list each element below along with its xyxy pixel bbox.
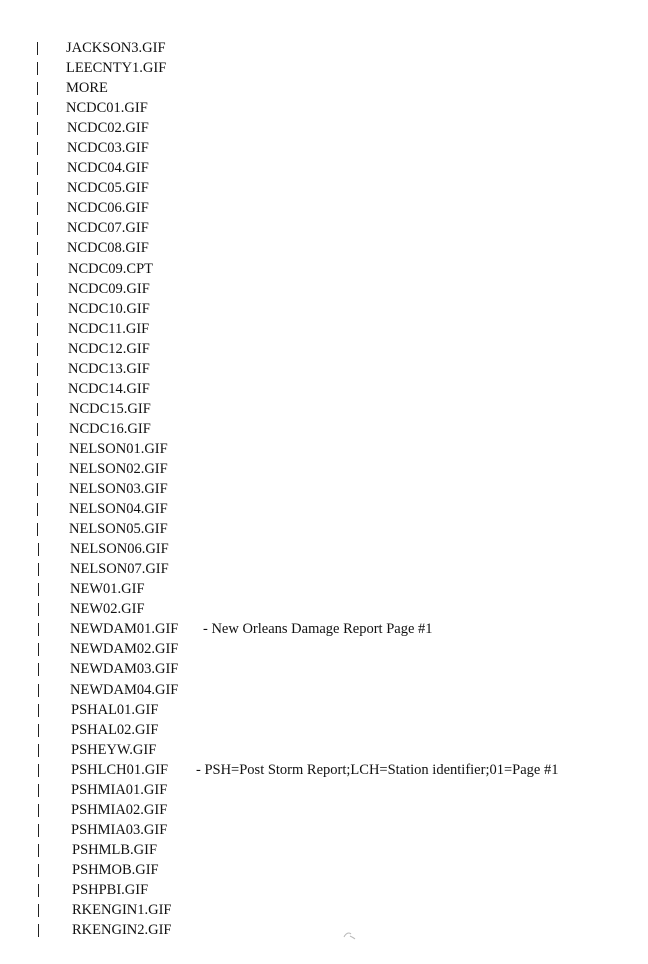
change-bar: [38, 724, 39, 737]
file-name: NCDC01.GIF: [66, 100, 148, 117]
listing-row: [0, 98, 648, 118]
change-bar: [38, 583, 39, 596]
change-bar: [38, 684, 39, 697]
listing-row: [0, 720, 648, 740]
file-name: NEWDAM02.GIF: [70, 641, 179, 658]
listing-row: [0, 359, 648, 379]
file-name: NEW02.GIF: [70, 601, 145, 618]
file-name: NCDC09.CPT: [68, 260, 154, 277]
change-bar: [38, 603, 39, 616]
listing-row: [0, 58, 648, 78]
file-name: PSHMIA02.GIF: [71, 801, 168, 818]
file-name: NCDC12.GIF: [68, 340, 150, 357]
listing-row: [0, 399, 648, 419]
file-name: NELSON02.GIF: [69, 460, 168, 477]
file-name: NCDC15.GIF: [69, 400, 151, 417]
file-name: NELSON01.GIF: [69, 440, 168, 457]
change-bar: [37, 463, 38, 476]
listing-row: [0, 299, 648, 319]
file-name: NCDC04.GIF: [67, 160, 149, 177]
file-name: PSHMIA01.GIF: [71, 781, 168, 798]
change-bar: [37, 423, 38, 436]
file-name: NCDC02.GIF: [67, 120, 149, 137]
change-bar: [37, 263, 38, 276]
listing-row: [0, 740, 648, 760]
change-bar: [37, 42, 38, 55]
change-bar: [37, 383, 38, 396]
listing-row: [0, 138, 648, 158]
file-name: NCDC03.GIF: [67, 140, 149, 157]
listing-row: [0, 499, 648, 519]
file-name: NCDC11.GIF: [68, 320, 150, 337]
change-bar: [37, 323, 38, 336]
file-name: NEWDAM04.GIF: [70, 681, 179, 698]
file-name: LEECNTY1.GIF: [66, 60, 167, 77]
listing-row: [0, 820, 648, 840]
file-name: JACKSON3.GIF: [66, 40, 166, 56]
listing-row: [0, 198, 648, 218]
change-bar: [38, 804, 39, 817]
file-name: MORE: [66, 80, 108, 97]
listing-row: [0, 158, 648, 178]
file-name: PSHMLB.GIF: [72, 841, 158, 858]
file-name: NCDC06.GIF: [67, 200, 149, 217]
listing-row: [0, 860, 648, 880]
listing-row: [0, 178, 648, 198]
file-name: PSHEYW.GIF: [71, 741, 157, 758]
listing-row: [0, 218, 648, 238]
listing-row: [0, 579, 648, 599]
listing-row: [0, 339, 648, 359]
change-bar: [37, 303, 38, 316]
listing-row: [0, 920, 648, 940]
file-name: NEW01.GIF: [70, 581, 145, 598]
listing-row: [0, 880, 648, 900]
file-name: NCDC09.GIF: [68, 280, 150, 297]
file-name: NCDC08.GIF: [67, 240, 149, 257]
change-bar: [37, 202, 38, 215]
file-name: PSHPBI.GIF: [72, 881, 149, 898]
change-bar: [37, 82, 38, 95]
file-name: PSHLCH01.GIF: [71, 761, 169, 778]
change-bar: [38, 904, 39, 917]
change-bar: [38, 623, 39, 636]
file-name: PSHMOB.GIF: [72, 861, 159, 878]
file-name: NELSON04.GIF: [69, 501, 168, 518]
listing-row: [0, 459, 648, 479]
change-bar: [38, 764, 39, 777]
change-bar: [37, 403, 38, 416]
listing-row: [0, 659, 648, 679]
file-name: NELSON03.GIF: [69, 481, 168, 498]
change-bar: [38, 663, 39, 676]
change-bar: [37, 503, 38, 516]
file-name: NEWDAM03.GIF: [70, 661, 179, 678]
change-bar: [38, 744, 39, 757]
file-name: RKENGIN2.GIF: [72, 922, 172, 939]
listing-row: [0, 900, 648, 920]
file-name: PSHMIA03.GIF: [71, 821, 168, 838]
listing-row: [0, 840, 648, 860]
listing-row: [0, 800, 648, 820]
file-name: NCDC13.GIF: [68, 360, 150, 377]
listing-row: [0, 680, 648, 700]
change-bar: [38, 884, 39, 897]
file-name: RKENGIN1.GIF: [72, 902, 172, 919]
change-bar: [37, 142, 38, 155]
file-description: - New Orleans Damage Report Page #1: [203, 621, 433, 638]
listing-row: [0, 780, 648, 800]
change-bar: [37, 523, 38, 536]
listing-row: [0, 479, 648, 499]
file-name: PSHAL02.GIF: [71, 721, 159, 738]
change-bar: [38, 563, 39, 576]
file-name: NCDC10.GIF: [68, 300, 150, 317]
listing-row: [0, 379, 648, 399]
change-bar: [37, 122, 38, 135]
change-bar: [37, 182, 38, 195]
listing-row: [0, 760, 648, 780]
change-bar: [38, 543, 39, 556]
listing-row: [0, 259, 648, 279]
change-bar: [38, 924, 39, 937]
change-bar: [37, 483, 38, 496]
file-name: PSHAL01.GIF: [71, 701, 159, 718]
file-name: NELSON07.GIF: [70, 561, 169, 578]
listing-row: [0, 700, 648, 720]
file-name: NELSON05.GIF: [69, 521, 168, 538]
listing-row: [0, 419, 648, 439]
change-bar: [38, 824, 39, 837]
file-name: NCDC16.GIF: [69, 420, 151, 437]
file-description: - PSH=Post Storm Report;LCH=Station identifier;01=Page #1: [196, 761, 559, 778]
file-name: NEWDAM01.GIF: [70, 621, 179, 638]
listing-row: [0, 539, 648, 559]
change-bar: [37, 222, 38, 235]
listing-row: [0, 38, 648, 58]
listing-row: [0, 279, 648, 299]
change-bar: [37, 343, 38, 356]
scan-smudge-mark: [342, 930, 356, 940]
change-bar: [37, 102, 38, 115]
listing-row: [0, 559, 648, 579]
change-bar: [38, 784, 39, 797]
listing-row: [0, 519, 648, 539]
file-name: NCDC07.GIF: [67, 220, 149, 237]
file-name: NCDC14.GIF: [68, 380, 150, 397]
change-bar: [38, 643, 39, 656]
listing-row: [0, 439, 648, 459]
listing-row: [0, 118, 648, 138]
listing-row: [0, 238, 648, 258]
change-bar: [37, 162, 38, 175]
change-bar: [38, 864, 39, 877]
listing-row: [0, 319, 648, 339]
change-bar: [37, 283, 38, 296]
change-bar: [37, 242, 38, 255]
file-name: NELSON06.GIF: [70, 541, 169, 558]
listing-row: [0, 599, 648, 619]
change-bar: [38, 704, 39, 717]
listing-row: [0, 639, 648, 659]
file-listing: [0, 38, 648, 940]
change-bar: [37, 443, 38, 456]
change-bar: [38, 844, 39, 857]
listing-row: [0, 78, 648, 98]
file-name: NCDC05.GIF: [67, 180, 149, 197]
change-bar: [37, 363, 38, 376]
change-bar: [37, 62, 38, 75]
listing-row: [0, 619, 648, 639]
